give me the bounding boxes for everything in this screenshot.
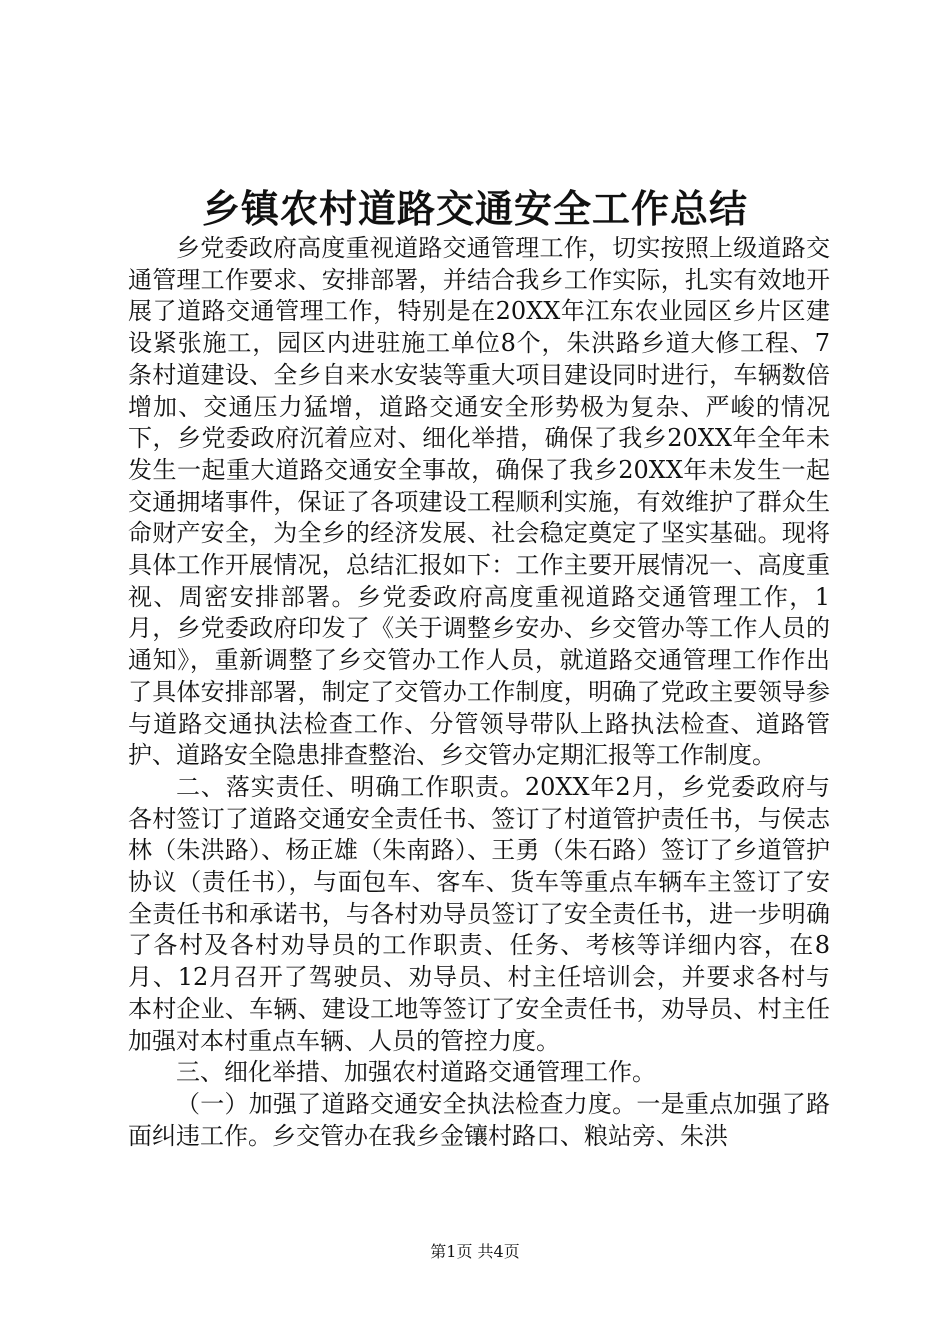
paragraph-measures-heading: 三、细化举措、加强农村道路交通管理工作。 bbox=[176, 1058, 656, 1087]
document-body bbox=[128, 233, 830, 1152]
paragraph-responsibility: 二、落实责任、明确工作职责。20XX年2月，乡党委政府与各村签订了道路交通安全责任书、签订了村道管护责任书，与侯志林（朱洪路）、杨正雄（朱南路）、王勇（朱石路）签订了乡道管护协议（责任书），与面包车、客车、货车等重点车辆车主签订了安全责任书和承诺书，与各村劝导员签订了安全责任书，进一步明确了各村及各村劝导员的工作职责、任务、考核等详细内容，在8月、12月召开了驾驶员、劝导员、村主任培训会，并要求各村与本村企业、车辆、建设工地等签订了安全责任书，劝导员、村主任加强对本村重点车辆、人员的管控力度。 bbox=[128, 772, 830, 1055]
paragraph-enforcement: （一）加强了道路交通安全执法检查力度。一是重点加强了路面纠违工作。乡交管办在我乡金镶村路口、粮站旁、朱洪 bbox=[128, 1089, 830, 1150]
page-footer: 第1页 共4页 bbox=[430, 1242, 520, 1261]
paragraph-intro: 乡党委政府高度重视道路交通管理工作，切实按照上级道路交通管理工作要求、安排部署，并结合我乡工作实际，扎实有效地开展了道路交通管理工作，特别是在20XX年江东农业园区乡片区建设紧张施工，园区内进驻施工单位8个，朱洪路乡道大修工程、7条村道建设、全乡自来水安装等重大项目建设同时进行，车辆数倍增加、交通压力猛增，道路交通安全形势极为复杂、严峻的情况下，乡党委政府沉着应对、细化举措，确保了我乡20XX年全年未发生一起重大道路交通安全事故，确保了我乡20XX年未发生一起交通拥堵事件，保证了各项建设工程顺利实施，有效维护了群众生命财产安全，为全乡的经济发展、社会稳定奠定了坚实基础。现将具体工作开展情况，总结汇报如下：工作主要开展情况一、高度重视、周密安排部署。乡党委政府高度重视道路交通管理工作，1月，乡党委政府印发了《关于调整乡安办、乡交管办等工作人员的通知》，重新调整了乡交管办工作人员，就道路交通管理工作作出了具体安排部署，制定了交管办工作制度，明确了党政主要领导参与道路交通执法检查工作、分管领导带队上路执法检查、道路管护、道路安全隐患排查整治、乡交管办定期汇报等工作制度。 bbox=[128, 234, 830, 770]
document-title: 乡镇农村道路交通安全工作总结 bbox=[201, 186, 748, 231]
